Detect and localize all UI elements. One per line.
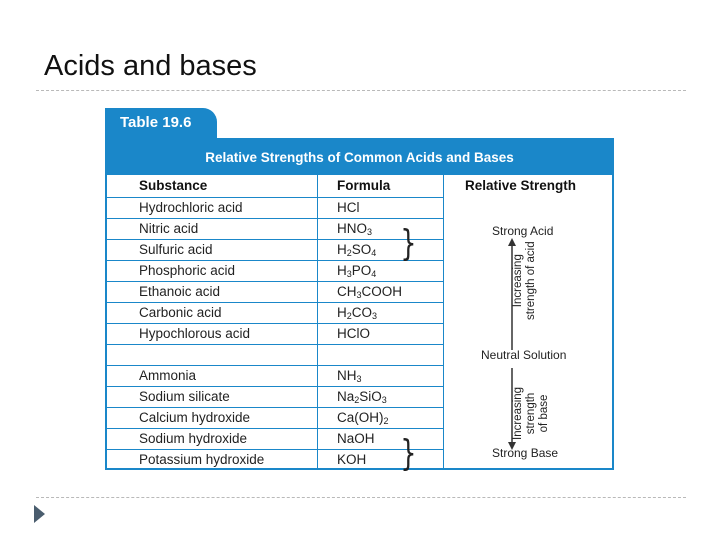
column-header-substance: Substance bbox=[139, 178, 208, 193]
table-row bbox=[107, 323, 443, 344]
table-row bbox=[107, 449, 443, 470]
table-row bbox=[107, 428, 443, 449]
substance-cell: Carbonic acid bbox=[139, 305, 222, 320]
table-header: Relative Strengths of Common Acids and Bases bbox=[107, 140, 612, 175]
formula-cell: $CH_3COOH$ bbox=[337, 284, 403, 300]
bottom-divider bbox=[36, 497, 686, 498]
formula-cell: KOH bbox=[337, 452, 367, 467]
acid-base-table bbox=[105, 106, 614, 474]
brace-strong-acids: } bbox=[400, 223, 417, 264]
substance-cell: Sulfuric acid bbox=[139, 242, 213, 257]
acid-strength-caption bbox=[512, 241, 538, 320]
slide-title: Acids and bases bbox=[44, 50, 257, 82]
substance-cell: Calcium hydroxide bbox=[139, 410, 251, 425]
substance-cell: Phosphoric acid bbox=[139, 263, 236, 278]
formula-cell: $HNO_3$ bbox=[337, 221, 373, 237]
table-row bbox=[107, 239, 443, 260]
top-divider bbox=[36, 90, 686, 91]
table-row bbox=[107, 260, 443, 281]
base-caption-line1: Increasing bbox=[512, 386, 524, 440]
formula-cell: HCl bbox=[337, 200, 360, 215]
table-row bbox=[107, 281, 443, 302]
formula-cell: NaOH bbox=[337, 431, 375, 446]
formula-cell: $H_2SO_4$ bbox=[337, 242, 377, 258]
table-body bbox=[105, 138, 614, 474]
brace-strong-bases: } bbox=[400, 433, 417, 474]
column-header-formula: Formula bbox=[337, 178, 391, 193]
base-strength-caption bbox=[512, 387, 551, 440]
substance-cell: Sodium hydroxide bbox=[139, 431, 248, 446]
substance-cell: Sodium silicate bbox=[139, 389, 230, 404]
formula-cell: $H_2CO_3$ bbox=[337, 305, 378, 321]
table-row bbox=[107, 407, 443, 428]
column-divider bbox=[443, 175, 444, 468]
table-number-tab: Table 19.6 bbox=[105, 108, 217, 138]
neutral-label: Neutral Solution bbox=[481, 348, 567, 362]
table-row bbox=[107, 302, 443, 323]
substance-cell: Ethanoic acid bbox=[139, 284, 221, 299]
substance-cell: Potassium hydroxide bbox=[139, 452, 265, 467]
table-row bbox=[107, 197, 443, 218]
table-row bbox=[107, 344, 443, 365]
substance-cell: Nitric acid bbox=[139, 221, 199, 236]
formula-cell: $Ca(OH)_2$ bbox=[337, 410, 389, 426]
table-row bbox=[107, 218, 443, 239]
acid-caption-line2: strength of acid bbox=[525, 241, 537, 320]
table-row bbox=[107, 386, 443, 407]
column-header-strength: Relative Strength bbox=[465, 178, 577, 193]
next-arrow-icon[interactable] bbox=[34, 505, 45, 523]
substance-cell: Hypochlorous acid bbox=[139, 326, 251, 341]
formula-cell: $NH_3$ bbox=[337, 368, 362, 384]
strong-acid-label: Strong Acid bbox=[492, 224, 554, 238]
substance-cell: Hydrochloric acid bbox=[139, 200, 243, 215]
formula-cell: HClO bbox=[337, 326, 370, 341]
base-caption-line3: of base bbox=[538, 394, 550, 433]
formula-cell: $H_3PO_4$ bbox=[337, 263, 377, 279]
table-row bbox=[107, 365, 443, 386]
base-caption-line2: strength bbox=[525, 392, 537, 435]
acid-caption-line1: Increasing bbox=[512, 254, 524, 308]
substance-cell: Ammonia bbox=[139, 368, 197, 383]
formula-cell: $Na_2SiO_3$ bbox=[337, 389, 387, 405]
strong-base-label: Strong Base bbox=[492, 446, 559, 460]
